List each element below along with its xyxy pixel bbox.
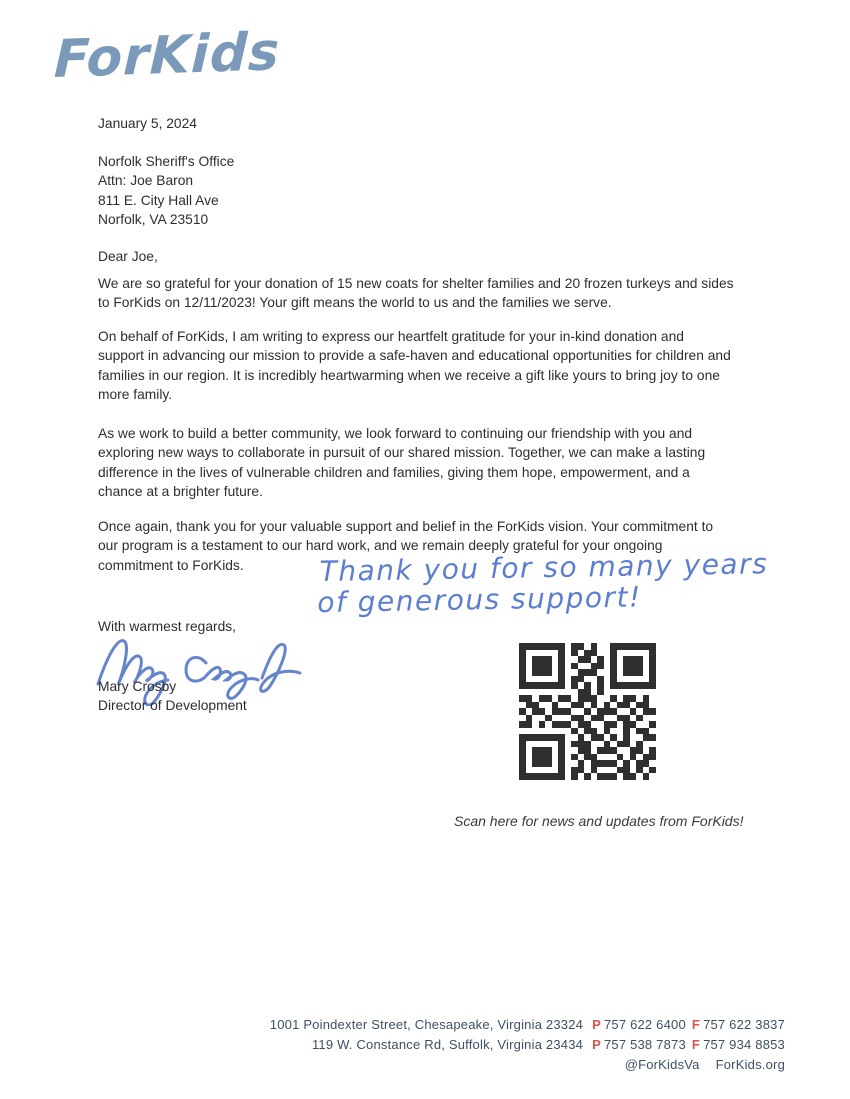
handwritten-note-line: of generous support! (317, 580, 643, 620)
paragraph-line: commitment to ForKids. (98, 557, 244, 573)
paragraph-line: families in our region. It is incredibly heartwarming when we receive a gift like yours to bring joy to one (98, 367, 720, 383)
paragraph-line: As we work to build a better community, we look forward to continuing our friendship with you and (98, 426, 693, 441)
paragraph-line: On behalf of ForKids, I am writing to express our heartfelt gratitude for your in-kind donation and (98, 329, 684, 344)
website-url: ForKids.org (715, 1057, 785, 1072)
recipient-line: Attn: Joe Baron (98, 173, 194, 189)
paragraph-line: exploring new ways to collaborate in pursuit of our shared mission. Together, we can make a lasting (98, 445, 706, 461)
footer-address-line (270, 1035, 785, 1055)
footer-contact-block (270, 1015, 785, 1075)
paragraph-line: Once again, thank you for your valuable support and belief in the ForKids vision. Your commitment to (98, 519, 714, 534)
qr-caption: Scan here for news and updates from ForKids! (454, 813, 744, 829)
signer-title: Director of Development (98, 698, 247, 713)
phone-number: 757 622 6400 (603, 1017, 686, 1032)
paragraph-line: more family. (98, 387, 173, 403)
paragraph-1 (98, 274, 734, 313)
recipient-line: Norfolk Sheriff's Office (98, 154, 235, 169)
paragraph-line: our program is a testament to our hard work, and we remain deeply grateful for your ongoing (98, 538, 663, 554)
recipient-address-block (98, 152, 234, 230)
footer-address-line (270, 1015, 785, 1035)
phone-label: P (592, 1017, 601, 1032)
recipient-line: 811 E. City Hall Ave (98, 192, 219, 208)
fax-number: 757 934 8853 (703, 1037, 785, 1052)
letter-date: January 5, 2024 (98, 116, 197, 131)
qr-code (519, 643, 656, 780)
paragraph-2 (98, 327, 731, 405)
paragraph-3 (98, 424, 705, 502)
footer-address: 1001 Poindexter Street, Chesapeake, Virginia 23324 (269, 1017, 584, 1032)
paragraph-line: to ForKids on 12/11/2023! Your gift means the world to us and the families we serve. (98, 295, 612, 311)
handwritten-note-line: Thank you for so many years (319, 547, 769, 589)
footer-web-line (270, 1055, 785, 1075)
paragraph-line: support in advancing our mission to provide a safe-haven and educational opportunities for children and (98, 348, 731, 364)
salutation: Dear Joe, (98, 249, 158, 264)
signer-name: Mary Crosby (98, 679, 177, 694)
paragraph-line: chance at a brighter future. (98, 484, 263, 500)
handwritten-note (319, 548, 780, 618)
fax-label: F (691, 1037, 701, 1052)
paragraph-line: We are so grateful for your donation of 15 new coats for shelter families and 20 frozen turkeys and sides (98, 276, 734, 291)
recipient-line: Norfolk, VA 23510 (98, 212, 209, 228)
forkids-logo: ForKids (53, 21, 282, 91)
phone-number: 757 538 7873 (603, 1037, 686, 1052)
closing-line: With warmest regards, (98, 619, 237, 634)
paragraph-line: difference in the lives of vulnerable children and families, giving them hope, empowerment, and a (98, 464, 690, 480)
footer-address: 119 W. Constance Rd, Suffolk, Virginia 23434 (311, 1037, 584, 1052)
social-handle: @ForKidsVa (624, 1057, 700, 1072)
phone-label: P (592, 1037, 601, 1052)
fax-label: F (691, 1017, 701, 1032)
fax-number: 757 622 3837 (703, 1017, 785, 1032)
